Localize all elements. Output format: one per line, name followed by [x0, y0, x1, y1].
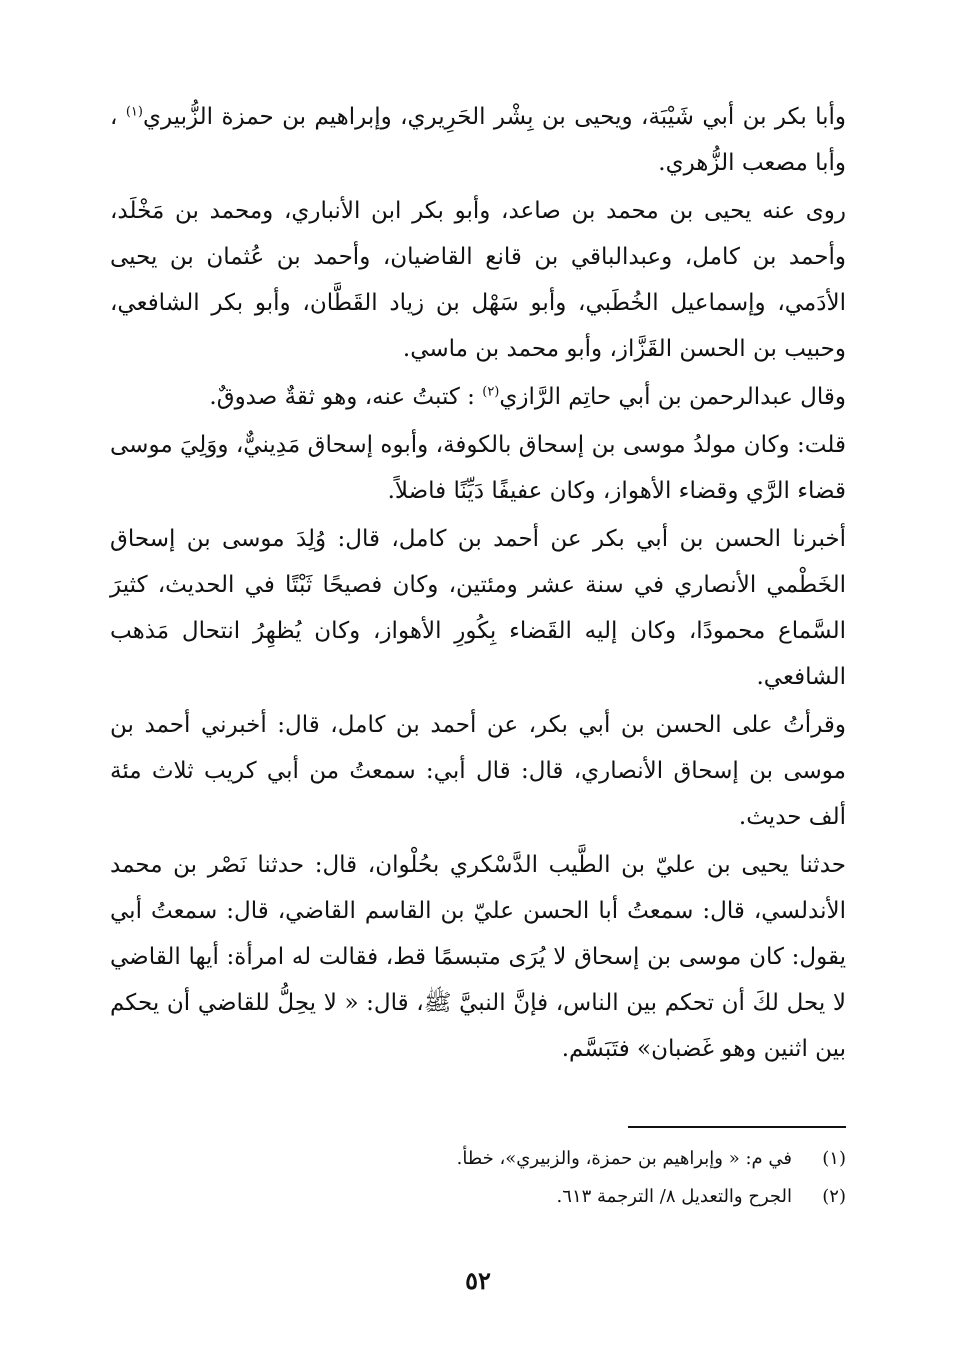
paragraph-text: وأبا بكر بن أبي شَيْبَة، ويحيى بن بِشْر الحَرِيري، وإبراهيم بن حمزة الزُّبيري — [142, 104, 847, 130]
paragraph-text: ، وأبا مصعب الزُّهري. — [110, 104, 846, 176]
page-number: ٥٢ — [465, 1266, 491, 1295]
footnote-marker-2: (٢) — [482, 384, 500, 400]
paragraph-anecdote: حدثنا يحيى بن عليّ بن الطَّيب الدَّسْكري بحُلْوان، قال: حدثنا نَصْر بن محمد الأندلسي، قال: سمعتُ أبا الحسن عليّ بن القاسم القاضي، قال: سمعتُ أبي يقول: كان موسى بن إسحاق لا يُرَى متبسمًا قط، فقالت له امرأة: أيها القاضي لا يحل لكَ أن تحكم بين الناس، فإنَّ النبيَّ ﷺ، قال: « لا يحِلُّ للقاضي أن يحكم بين اثنين وهو غَضبان» فتَبَسَّم. — [110, 852, 847, 1062]
footnote-separator — [628, 1126, 846, 1128]
paragraph-text: وقال عبدالرحمن بن أبي حاتِم الرَّازي — [499, 384, 846, 410]
paragraph-ibn-kamil: أخبرنا الحسن بن أبي بكر عن أحمد بن كامل، قال: وُلِدَ موسى بن إسحاق الخَطْمي الأنصاري في سنة عشر ومئتين، وكان فصيحًا ثَبْتًا في الحديث، كثيرَ السَّماع محمودًا، وكان إليه القَضاء بِكُورِ الأهواز، وكان يُظهِرُ انتحال مَذهب الشافعي. — [110, 526, 846, 690]
footnote-1 — [300, 1140, 846, 1178]
paragraph-students: روى عنه يحيى بن محمد بن صاعد، وأبو بكر ابن الأنباري، ومحمد بن مَخْلَد، وأحمد بن كامل، وعبدالباقي بن قانع القاضيان، وأحمد بن عُثمان بن يحيى الأدَمي، وإسماعيل الخُطَبي، وأبو سَهْل بن زياد القَطَّان، وأبو بكر الشافعي، وحبيب بن الحسن القَزَّاز، وأبو محمد بن ماسي. — [110, 198, 846, 362]
paragraph-birth: قلت: وكان مولدُ موسى بن إسحاق بالكوفة، وأبوه إسحاق مَدِينيٌّ، ووَلِيَ موسى قضاء الرَّي وقضاء الأهواز، وكان عفيفًا دَيِّنًا فاضلاً. — [110, 432, 846, 504]
paragraph-text: : كتبتُ عنه، وهو ثقةٌ صدوقٌ. — [209, 384, 483, 410]
footnote-2 — [300, 1178, 846, 1216]
paragraph-abu-kurayb: وقرأتُ على الحسن بن أبي بكر، عن أحمد بن كامل، قال: أخبرني أحمد بن موسى بن إسحاق الأنصاري، قال: قال أبي: سمعتُ من أبي كريب ثلاث مئة ألف حديث. — [110, 712, 846, 830]
main-text — [110, 94, 846, 1072]
footnote-text: في م: « وإبراهيم بن حمزة، والزبيري»، خطأ. — [456, 1148, 792, 1169]
footnote-text: الجرح والتعديل ٨/ الترجمة ٦١٣. — [556, 1186, 792, 1207]
footnotes — [300, 1140, 846, 1216]
footnote-marker-1: (١) — [125, 104, 143, 120]
footnote-number: (٢) — [822, 1186, 846, 1207]
paragraph-abi-hatim — [110, 374, 846, 420]
footnote-number: (١) — [822, 1148, 846, 1169]
paragraph-teachers — [110, 94, 846, 186]
